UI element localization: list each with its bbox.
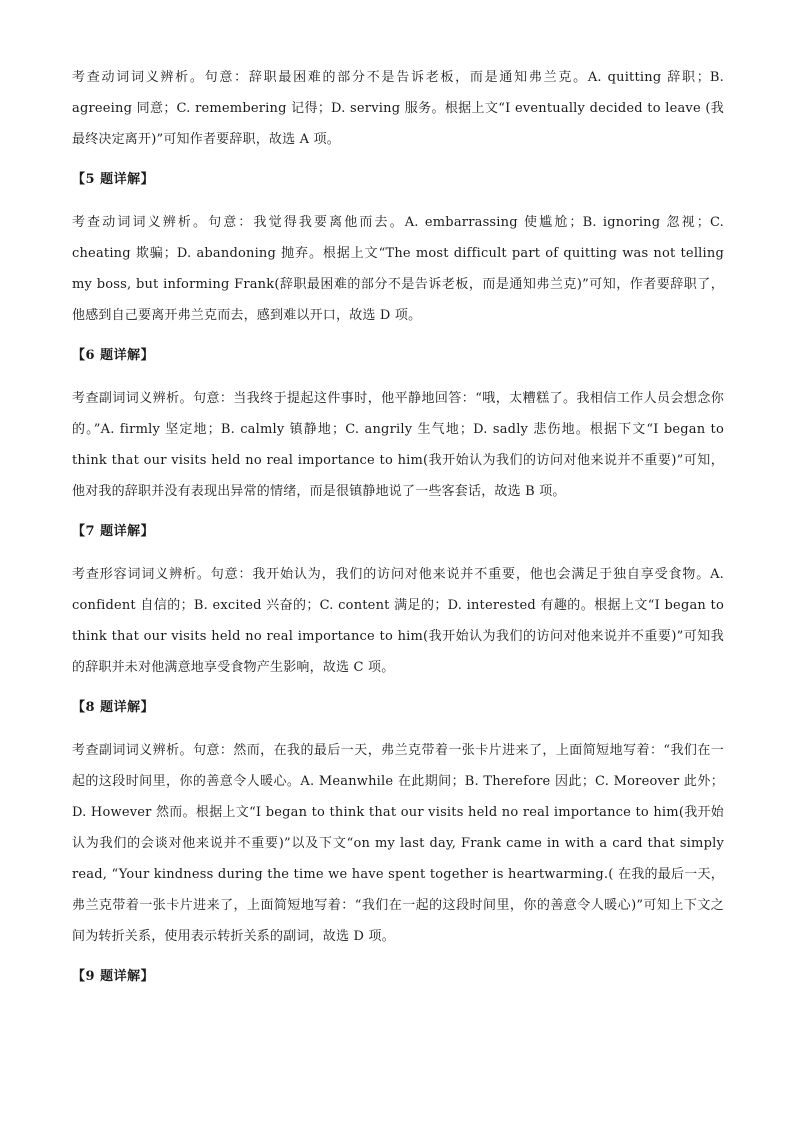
heading-q9: 【9 题详解】 [72, 969, 155, 984]
paragraph-q6-explanation: 考查副词词义辨析。句意：当我终于提起这件事时，他平静地回答：“哦，太糟糕了。我相信工作人员会想念你的。”A. firmly 坚定地；B. calmly 镇静地；C. angrily 生气地；D. sadly 悲伤地。根据下文“I began to think that our visits held no real importance to him(我开始认为我们的访问对他来说并不重要)”可知，他对我的辞职并没有表现出异常的情绪，而是很镇静地说了一些客套话，故选 B 项。 [72, 391, 724, 499]
document-page [72, 62, 724, 1004]
heading-q8: 【8 题详解】 [72, 700, 155, 715]
paragraph-q4-explanation: 考查动词词义辨析。句意：辞职最困难的部分不是告诉老板，而是通知弗兰克。A. quitting 辞职；B. agreeing 同意；C. remembering 记得；D. serving 服务。根据上文“I eventually decided to leave (我最终决定离开)”可知作者要辞职，故选 A 项。 [72, 70, 724, 147]
paragraph-q7-explanation: 考查形容词词义辨析。句意：我开始认为，我们的访问对他来说并不重要，他也会满足于独自享受食物。A. confident 自信的；B. excited 兴奋的；C. content 满足的；D. interested 有趣的。根据上文“I began to think that our visits held no real importance to him(我开始认为我们的访问对他来说并不重要)”可知我的辞职并未对他满意地享受食物产生影响，故选 C 项。 [72, 567, 724, 675]
heading-q6: 【6 题详解】 [72, 348, 155, 363]
paragraph-q8-explanation: 考查副词词义辨析。句意：然而，在我的最后一天，弗兰克带着一张卡片进来了，上面简短地写着：“我们在一起的这段时间里，你的善意令人暖心。A. Meanwhile 在此期间；B. Therefore 因此；C. Moreover 此外；D. However 然而。根据上文“I began to think that our visits held no real importance to him(我开始认为我们的会谈对他来说并不重要)”以及下文“on my last day, Frank came in with a card that simply read, “Your kindness during the time we have spent together is heartwarming.( 在我的最后一天，弗兰克带着一张卡片进来了，上面简短地写着：“我们在一起的这段时间里，你的善意令人暖心)”可知上下文之间为转折关系，使用表示转折关系的副词，故选 D 项。 [72, 743, 724, 944]
heading-q7: 【7 题详解】 [72, 524, 155, 539]
paragraph-q5-explanation: 考查动词词义辨析。句意：我觉得我要离他而去。A. embarrassing 使尴尬；B. ignoring 忽视；C. cheating 欺骗；D. abandoning 抛弃。根据上文“The most difficult part of quitting was not telling my boss, but informing Frank(辞职最困难的部分不是告诉老板，而是通知弗兰克)”可知，作者要辞职了，他感到自己要离开弗兰克而去，感到难以开口，故选 D 项。 [72, 215, 724, 323]
heading-q5: 【5 题详解】 [72, 172, 155, 187]
